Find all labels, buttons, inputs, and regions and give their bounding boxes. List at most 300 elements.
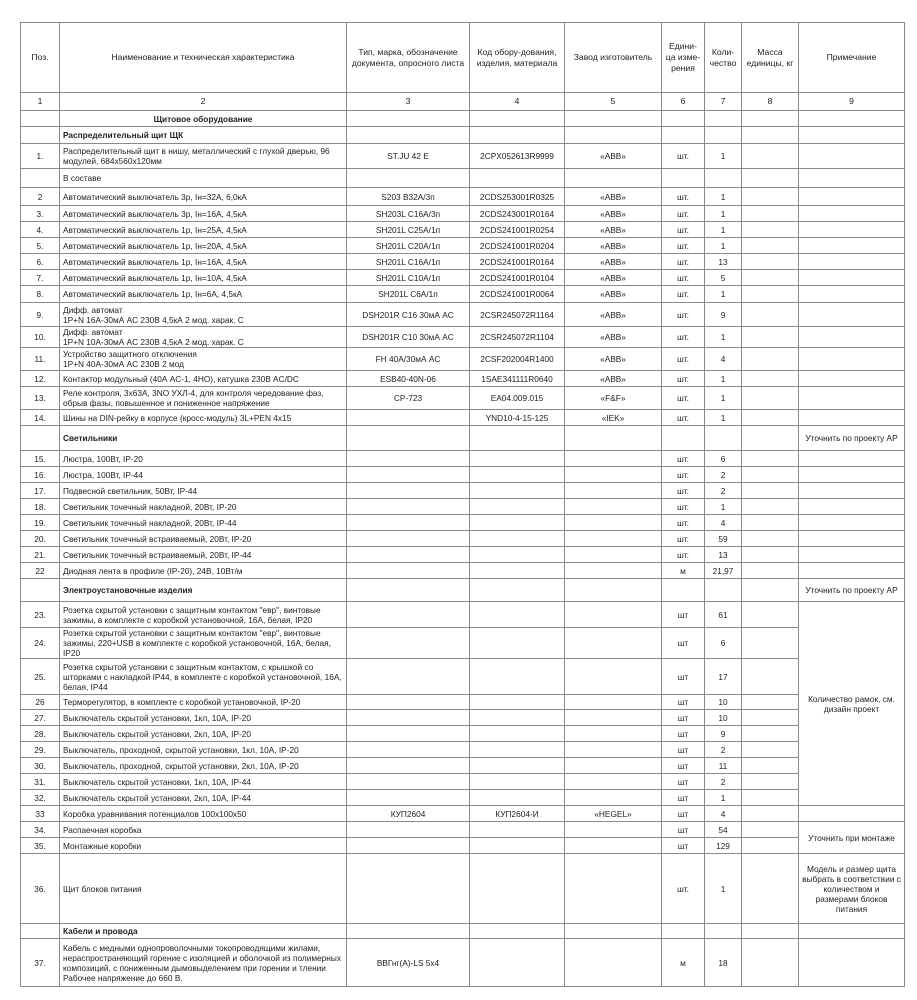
position-cell: 36.: [21, 854, 60, 924]
position-cell: 12.: [21, 371, 60, 387]
quantity-cell: 4: [705, 806, 742, 822]
mass-cell: [742, 939, 799, 987]
mass-cell: [742, 426, 799, 451]
name-cell: Светильник точечный накладной, 20Вт, IP-20: [60, 499, 347, 515]
table-row: [21, 695, 905, 710]
mass-cell: [742, 822, 799, 838]
maker-cell: [565, 467, 662, 483]
unit-cell: шт: [662, 602, 705, 628]
name-cell: Автоматический выключатель 1р, Iн=6А, 4,5кА: [60, 286, 347, 303]
position-cell: 1.: [21, 144, 60, 169]
unit-cell: [662, 426, 705, 451]
code-cell: 1SAE341111R0640: [470, 371, 565, 387]
unit-cell: м: [662, 563, 705, 579]
note-cell: [799, 206, 905, 222]
position-cell: [21, 579, 60, 602]
quantity-cell: 9: [705, 726, 742, 742]
maker-cell: [565, 710, 662, 726]
table-row: [21, 410, 905, 426]
type-cell: ST.JU 42 E: [347, 144, 470, 169]
header-name: Наименование и техническая характеристика: [60, 23, 347, 93]
note-cell: [799, 451, 905, 467]
section-row: [21, 579, 905, 602]
mass-cell: [742, 111, 799, 127]
table-row: [21, 254, 905, 270]
note-cell: [799, 127, 905, 144]
note-cell: Количество рамок, см. дизайн проект: [799, 602, 905, 806]
position-cell: [21, 426, 60, 451]
mass-cell: [742, 726, 799, 742]
unit-cell: шт: [662, 838, 705, 854]
maker-cell: «ABB»: [565, 188, 662, 206]
mass-cell: [742, 758, 799, 774]
section-row: [21, 127, 905, 144]
code-cell: [470, 499, 565, 515]
name-cell: Диодная лента в профиле (IP-20), 24В, 10Вт/м: [60, 563, 347, 579]
note-cell: [799, 547, 905, 563]
name-cell: Устройство защитного отключения 1P+N 40А-30мА AC 230В 2 мод: [60, 348, 347, 371]
column-number: 3: [347, 93, 470, 111]
quantity-cell: 10: [705, 710, 742, 726]
type-cell: [347, 710, 470, 726]
unit-cell: шт.: [662, 410, 705, 426]
type-cell: [347, 742, 470, 758]
section-title: Электроустановочные изделия: [60, 579, 347, 602]
code-cell: [470, 127, 565, 144]
maker-cell: [565, 563, 662, 579]
position-cell: [21, 924, 60, 939]
type-cell: [347, 111, 470, 127]
quantity-cell: [705, 169, 742, 188]
code-cell: [470, 547, 565, 563]
maker-cell: «ABB»: [565, 327, 662, 348]
code-cell: 2CSF202004R1400: [470, 348, 565, 371]
quantity-cell: 1: [705, 410, 742, 426]
maker-cell: [565, 774, 662, 790]
maker-cell: [565, 111, 662, 127]
position-cell: 15.: [21, 451, 60, 467]
maker-cell: [565, 531, 662, 547]
header-code: Код обору-дования, изделия, материала: [470, 23, 565, 93]
position-cell: 30.: [21, 758, 60, 774]
position-cell: 18.: [21, 499, 60, 515]
quantity-cell: 1: [705, 387, 742, 410]
note-cell: [799, 371, 905, 387]
quantity-cell: 1: [705, 238, 742, 254]
position-cell: 37.: [21, 939, 60, 987]
section-row: [21, 924, 905, 939]
table-row: [21, 206, 905, 222]
unit-cell: шт.: [662, 303, 705, 327]
position-cell: 26: [21, 695, 60, 710]
code-cell: 2CDS241001R0164: [470, 254, 565, 270]
unit-cell: шт.: [662, 348, 705, 371]
unit-cell: шт: [662, 758, 705, 774]
quantity-cell: 1: [705, 144, 742, 169]
quantity-cell: 59: [705, 531, 742, 547]
quantity-cell: 1: [705, 854, 742, 924]
unit-cell: шт.: [662, 499, 705, 515]
type-cell: КУП2604: [347, 806, 470, 822]
quantity-cell: [705, 579, 742, 602]
mass-cell: [742, 348, 799, 371]
type-cell: SH201L C16A/1п: [347, 254, 470, 270]
code-cell: [470, 742, 565, 758]
unit-cell: шт.: [662, 254, 705, 270]
table-row: [21, 822, 905, 838]
table-row: [21, 483, 905, 499]
quantity-cell: 2: [705, 483, 742, 499]
quantity-cell: 1: [705, 371, 742, 387]
maker-cell: [565, 742, 662, 758]
maker-cell: [565, 169, 662, 188]
code-cell: [470, 467, 565, 483]
mass-cell: [742, 659, 799, 695]
mass-cell: [742, 410, 799, 426]
type-cell: CP-723: [347, 387, 470, 410]
name-cell: Автоматический выключатель 1р, Iн=20А, 4,5кА: [60, 238, 347, 254]
position-cell: 27.: [21, 710, 60, 726]
code-cell: [470, 939, 565, 987]
quantity-cell: 21,97: [705, 563, 742, 579]
type-cell: SH201L C10A/1п: [347, 270, 470, 286]
name-cell: Контактор модульный (40А AC-1, 4НО), катушка 230В AC/DC: [60, 371, 347, 387]
quantity-cell: 1: [705, 206, 742, 222]
header-note: Примечание: [799, 23, 905, 93]
position-cell: 25.: [21, 659, 60, 695]
unit-cell: шт: [662, 659, 705, 695]
quantity-cell: 6: [705, 628, 742, 659]
type-cell: [347, 169, 470, 188]
position-cell: 14.: [21, 410, 60, 426]
table-row: [21, 238, 905, 254]
code-cell: [470, 579, 565, 602]
unit-cell: [662, 579, 705, 602]
mass-cell: [742, 483, 799, 499]
note-cell: Уточнить по проекту АР: [799, 426, 905, 451]
name-cell: Распаечная коробка: [60, 822, 347, 838]
mass-cell: [742, 924, 799, 939]
table-row: [21, 659, 905, 695]
unit-cell: шт.: [662, 238, 705, 254]
unit-cell: шт.: [662, 387, 705, 410]
position-cell: 6.: [21, 254, 60, 270]
maker-cell: [565, 499, 662, 515]
quantity-cell: 1: [705, 327, 742, 348]
section-title: Светильники: [60, 426, 347, 451]
column-number: 6: [662, 93, 705, 111]
maker-cell: [565, 483, 662, 499]
column-number: 1: [21, 93, 60, 111]
type-cell: [347, 451, 470, 467]
code-cell: 2CDS241001R0254: [470, 222, 565, 238]
unit-cell: шт.: [662, 451, 705, 467]
name-cell: Реле контроля, 3х63А, 3NO УХЛ-4, для контроля чередование фаз, обрыв фазы, повышенное и пониженное напряжение: [60, 387, 347, 410]
maker-cell: [565, 695, 662, 710]
quantity-cell: 9: [705, 303, 742, 327]
unit-cell: шт.: [662, 222, 705, 238]
unit-cell: шт: [662, 806, 705, 822]
maker-cell: [565, 451, 662, 467]
table-row: [21, 286, 905, 303]
position-cell: 9.: [21, 303, 60, 327]
type-cell: [347, 127, 470, 144]
quantity-cell: 18: [705, 939, 742, 987]
section-title: Кабели и провода: [60, 924, 347, 939]
type-cell: [347, 483, 470, 499]
position-cell: 32.: [21, 790, 60, 806]
table-row: [21, 602, 905, 628]
header-pos: Поз.: [21, 23, 60, 93]
code-cell: [470, 822, 565, 838]
column-number: 9: [799, 93, 905, 111]
name-cell: Розетка скрытой установки с защитным контактом "евр", винтовые зажимы, 220+USB в комплекте с коробкой установочной, 16А, белая, IP20: [60, 628, 347, 659]
table-row: [21, 303, 905, 327]
table-row: [21, 327, 905, 348]
quantity-cell: [705, 127, 742, 144]
name-cell: Выключатель скрытой установки, 2кл, 10А, IP-20: [60, 726, 347, 742]
header-type: Тип, марка, обозначение документа, опросного листа: [347, 23, 470, 93]
position-cell: 23.: [21, 602, 60, 628]
code-cell: [470, 531, 565, 547]
mass-cell: [742, 742, 799, 758]
note-cell: [799, 270, 905, 286]
quantity-cell: 1: [705, 790, 742, 806]
note-cell: Уточнить по проекту АР: [799, 579, 905, 602]
table-row: [21, 387, 905, 410]
maker-cell: [565, 426, 662, 451]
mass-cell: [742, 531, 799, 547]
name-cell: Люстра, 100Вт, IP-44: [60, 467, 347, 483]
column-number: 2: [60, 93, 347, 111]
unit-cell: шт: [662, 774, 705, 790]
maker-cell: [565, 758, 662, 774]
unit-cell: [662, 924, 705, 939]
mass-cell: [742, 169, 799, 188]
quantity-cell: 2: [705, 774, 742, 790]
code-cell: [470, 628, 565, 659]
maker-cell: «IEK»: [565, 410, 662, 426]
maker-cell: «ABB»: [565, 303, 662, 327]
quantity-cell: 17: [705, 659, 742, 695]
table-row: [21, 451, 905, 467]
mass-cell: [742, 499, 799, 515]
name-cell: Дифф. автомат 1P+N 16А-30мА AC 230В 4,5кА 2 мод. харак. C: [60, 303, 347, 327]
type-cell: SH201L C25A/1п: [347, 222, 470, 238]
maker-cell: «ABB»: [565, 144, 662, 169]
mass-cell: [742, 371, 799, 387]
maker-cell: «ABB»: [565, 222, 662, 238]
note-cell: [799, 348, 905, 371]
unit-cell: шт.: [662, 371, 705, 387]
column-number: 7: [705, 93, 742, 111]
type-cell: [347, 838, 470, 854]
maker-cell: «ABB»: [565, 206, 662, 222]
name-cell: Автоматический выключатель 3р, Iн=16А, 4,5кА: [60, 206, 347, 222]
note-cell: [799, 563, 905, 579]
maker-cell: [565, 822, 662, 838]
quantity-cell: 11: [705, 758, 742, 774]
table-row: [21, 774, 905, 790]
quantity-cell: [705, 924, 742, 939]
type-cell: ESB40-40N-06: [347, 371, 470, 387]
position-cell: [21, 111, 60, 127]
code-cell: EA04.009.015: [470, 387, 565, 410]
table-row: [21, 838, 905, 854]
mass-cell: [742, 563, 799, 579]
maker-cell: «ABB»: [565, 286, 662, 303]
type-cell: [347, 758, 470, 774]
code-cell: [470, 854, 565, 924]
code-cell: 2CDS243001R0164: [470, 206, 565, 222]
code-cell: 2CDS241001R0104: [470, 270, 565, 286]
code-cell: 2CSR245072R1164: [470, 303, 565, 327]
code-cell: [470, 790, 565, 806]
mass-cell: [742, 188, 799, 206]
name-cell: Терморегулятор, в комплекте с коробкой установочной, IP-20: [60, 695, 347, 710]
name-cell: Автоматический выключатель 3р, Iн=32А, 6,0кА: [60, 188, 347, 206]
note-cell: [799, 222, 905, 238]
mass-cell: [742, 127, 799, 144]
name-cell: Выключатель скрытой установки, 2кл, 10А, IP-44: [60, 790, 347, 806]
maker-cell: «ABB»: [565, 238, 662, 254]
note-cell: [799, 387, 905, 410]
note-cell: [799, 939, 905, 987]
mass-cell: [742, 547, 799, 563]
name-cell: Автоматический выключатель 1р, Iн=10А, 4,5кА: [60, 270, 347, 286]
code-cell: [470, 838, 565, 854]
position-cell: 16.: [21, 467, 60, 483]
column-number: 4: [470, 93, 565, 111]
mass-cell: [742, 579, 799, 602]
table-row: [21, 939, 905, 987]
code-cell: [470, 515, 565, 531]
position-cell: 21.: [21, 547, 60, 563]
type-cell: [347, 695, 470, 710]
type-cell: [347, 426, 470, 451]
mass-cell: [742, 387, 799, 410]
note-cell: [799, 467, 905, 483]
position-cell: 17.: [21, 483, 60, 499]
position-cell: 28.: [21, 726, 60, 742]
quantity-cell: 1: [705, 286, 742, 303]
unit-cell: шт.: [662, 270, 705, 286]
table-row: [21, 710, 905, 726]
maker-cell: [565, 726, 662, 742]
header-qty: Коли-чество: [705, 23, 742, 93]
unit-cell: шт.: [662, 547, 705, 563]
name-cell: Выключатель, проходной, скрытой установки, 1кл, 10А, IP-20: [60, 742, 347, 758]
quantity-cell: 2: [705, 467, 742, 483]
quantity-cell: 129: [705, 838, 742, 854]
mass-cell: [742, 774, 799, 790]
position-cell: 31.: [21, 774, 60, 790]
mass-cell: [742, 628, 799, 659]
table-row: [21, 563, 905, 579]
code-cell: [470, 758, 565, 774]
table-row: [21, 547, 905, 563]
position-cell: 20.: [21, 531, 60, 547]
unit-cell: шт.: [662, 286, 705, 303]
maker-cell: «ABB»: [565, 371, 662, 387]
mass-cell: [742, 790, 799, 806]
maker-cell: «HEGEL»: [565, 806, 662, 822]
code-cell: [470, 659, 565, 695]
name-cell: Монтажные коробки: [60, 838, 347, 854]
header-maker: Завод изготовитель: [565, 23, 662, 93]
section-title: В составе: [60, 169, 347, 188]
table-row: [21, 515, 905, 531]
type-cell: [347, 410, 470, 426]
mass-cell: [742, 695, 799, 710]
table-row: [21, 628, 905, 659]
position-cell: 8.: [21, 286, 60, 303]
position-cell: 29.: [21, 742, 60, 758]
unit-cell: шт: [662, 726, 705, 742]
code-cell: [470, 774, 565, 790]
table-row: [21, 742, 905, 758]
maker-cell: [565, 854, 662, 924]
code-cell: [470, 726, 565, 742]
table-row: [21, 188, 905, 206]
name-cell: Кабель с медными однопроволочными токопроводящими жилами, нераспространяющий горение с изоляцией и оболочкой из полимерных композиций, с пониженным дымовыделением при горении и тлении Рабочее напряжение до 660 В.: [60, 939, 347, 987]
name-cell: Выключатель, проходной, скрытой установки, 2кл, 10А, IP-20: [60, 758, 347, 774]
unit-cell: шт.: [662, 483, 705, 499]
mass-cell: [742, 710, 799, 726]
type-cell: [347, 499, 470, 515]
maker-cell: [565, 547, 662, 563]
code-cell: 2CDS241001R0204: [470, 238, 565, 254]
section-row: [21, 111, 905, 127]
position-cell: 7.: [21, 270, 60, 286]
table-row: [21, 758, 905, 774]
position-cell: 33: [21, 806, 60, 822]
maker-cell: [565, 790, 662, 806]
table-row: [21, 726, 905, 742]
note-cell: [799, 806, 905, 822]
specification-table: [20, 22, 905, 987]
code-cell: КУП2604-И: [470, 806, 565, 822]
position-cell: 3.: [21, 206, 60, 222]
note-cell: [799, 483, 905, 499]
mass-cell: [742, 467, 799, 483]
unit-cell: [662, 127, 705, 144]
name-cell: Шины на DIN-рейку в корпусе (кросс-модуль) 3L+PEN 4х15: [60, 410, 347, 426]
type-cell: DSH201R C16 30мА AC: [347, 303, 470, 327]
mass-cell: [742, 144, 799, 169]
maker-cell: [565, 838, 662, 854]
mass-cell: [742, 206, 799, 222]
quantity-cell: [705, 426, 742, 451]
code-cell: [470, 602, 565, 628]
quantity-cell: 13: [705, 547, 742, 563]
quantity-cell: 54: [705, 822, 742, 838]
type-cell: [347, 726, 470, 742]
unit-cell: шт.: [662, 206, 705, 222]
name-cell: Светильник точечный встраиваемый, 20Вт, IP-20: [60, 531, 347, 547]
mass-cell: [742, 327, 799, 348]
unit-cell: [662, 169, 705, 188]
unit-cell: шт: [662, 822, 705, 838]
table-row: [21, 270, 905, 286]
type-cell: SH201L C6A/1п: [347, 286, 470, 303]
quantity-cell: 6: [705, 451, 742, 467]
position-cell: 35.: [21, 838, 60, 854]
type-cell: [347, 467, 470, 483]
position-cell: 34.: [21, 822, 60, 838]
maker-cell: [565, 515, 662, 531]
name-cell: Автоматический выключатель 1р, Iн=16А, 4,5кА: [60, 254, 347, 270]
